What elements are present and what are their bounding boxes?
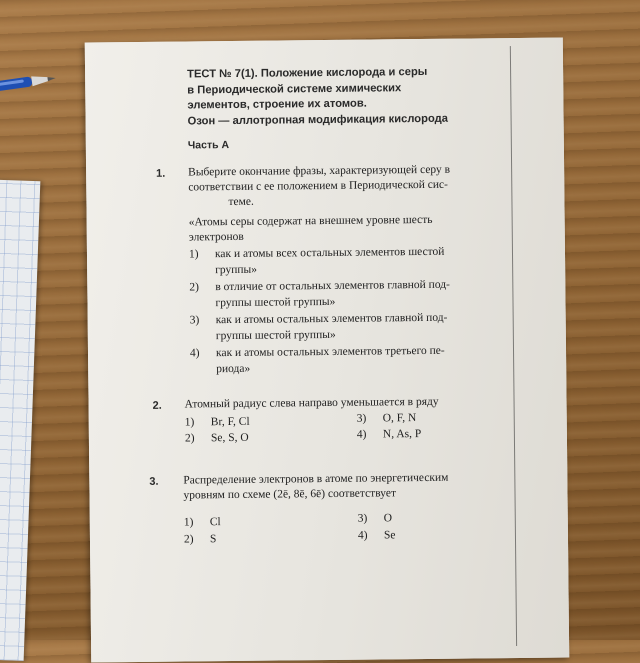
option-text: Se <box>383 529 396 542</box>
question-line: Распределение электронов в атоме по энергетическим <box>183 471 449 487</box>
section-heading: Часть А <box>187 139 230 152</box>
option-text: группы шестой группы» <box>215 295 336 309</box>
title-line: ТЕСТ № 7(1). Положение кислорода и серы <box>187 65 428 81</box>
option-text: в отличие от остальных элементов главной под- <box>215 278 450 294</box>
option-number: 4) <box>357 529 368 542</box>
stem-line: электронов <box>188 230 244 244</box>
option-number: 2) <box>183 533 194 546</box>
answer-option[interactable] <box>190 343 530 378</box>
option-number: 4) <box>189 347 200 360</box>
answer-option[interactable] <box>190 310 530 345</box>
question-line: соответствии с ее положением в Периодической сис- <box>188 178 448 194</box>
pen-icon <box>0 67 61 100</box>
option-number: 1) <box>183 516 194 529</box>
option-text: как и атомы остальных элементов главной под- <box>215 311 448 327</box>
option-number: 1) <box>188 248 199 261</box>
option-text: O, F, N <box>382 412 417 425</box>
option-text: Cl <box>209 516 221 529</box>
page-title <box>187 64 518 129</box>
answer-option[interactable] <box>358 511 392 526</box>
option-number: 3) <box>356 412 367 425</box>
answer-option[interactable] <box>185 431 249 447</box>
answer-option[interactable] <box>184 515 221 530</box>
answer-option[interactable] <box>189 244 529 279</box>
question-text: Атомный радиус слева направо уменьшается в ряду <box>184 395 439 411</box>
option-text: как и атомы остальных элементов третьего пе- <box>215 344 445 360</box>
option-number: 2) <box>189 281 199 294</box>
answer-option[interactable] <box>185 415 250 431</box>
answer-option[interactable] <box>358 528 396 543</box>
option-number: 3) <box>189 314 200 327</box>
test-sheet <box>85 38 569 663</box>
option-text: риода» <box>216 362 251 375</box>
option-text: Se, S, O <box>210 431 249 445</box>
option-text: N, As, P <box>382 428 422 441</box>
question-line: теме. <box>228 195 254 209</box>
option-text: как и атомы всех остальных элементов шестой <box>214 245 445 261</box>
question-number: 3. <box>149 475 159 488</box>
question-text <box>188 162 528 211</box>
notebook-edge <box>0 179 40 661</box>
answer-option[interactable] <box>184 532 217 547</box>
question-text <box>183 470 543 504</box>
question-number: 1. <box>156 167 166 180</box>
title-line: элементов, строение их атомов. <box>187 97 367 112</box>
option-text: группы» <box>215 263 258 276</box>
stem-line: «Атомы серы содержат на внешнем уровне шесть <box>188 213 433 229</box>
answer-options <box>189 244 530 378</box>
title-line: в Периодической системе химических <box>187 81 402 96</box>
title-line: Озон — аллотропная модификация кислорода <box>187 112 449 127</box>
question-line: уровням по схеме (2ē, 8ē, 6ē) соответствует <box>183 487 397 502</box>
question-number: 2. <box>152 399 162 412</box>
answer-option[interactable] <box>357 411 417 427</box>
option-number: 4) <box>356 428 367 441</box>
option-number: 2) <box>184 432 195 445</box>
question-line: Выберите окончание фразы, характеризующей серу в <box>188 163 451 179</box>
answer-option[interactable] <box>189 277 529 312</box>
option-text: группы шестой группы» <box>215 328 336 342</box>
option-number: 3) <box>357 512 368 525</box>
option-text: Br, F, Cl <box>210 415 250 429</box>
question-stem <box>189 212 529 246</box>
option-text: S <box>209 533 217 546</box>
answer-option[interactable] <box>357 427 422 443</box>
option-number: 1) <box>184 416 195 429</box>
option-text: O <box>383 512 393 525</box>
